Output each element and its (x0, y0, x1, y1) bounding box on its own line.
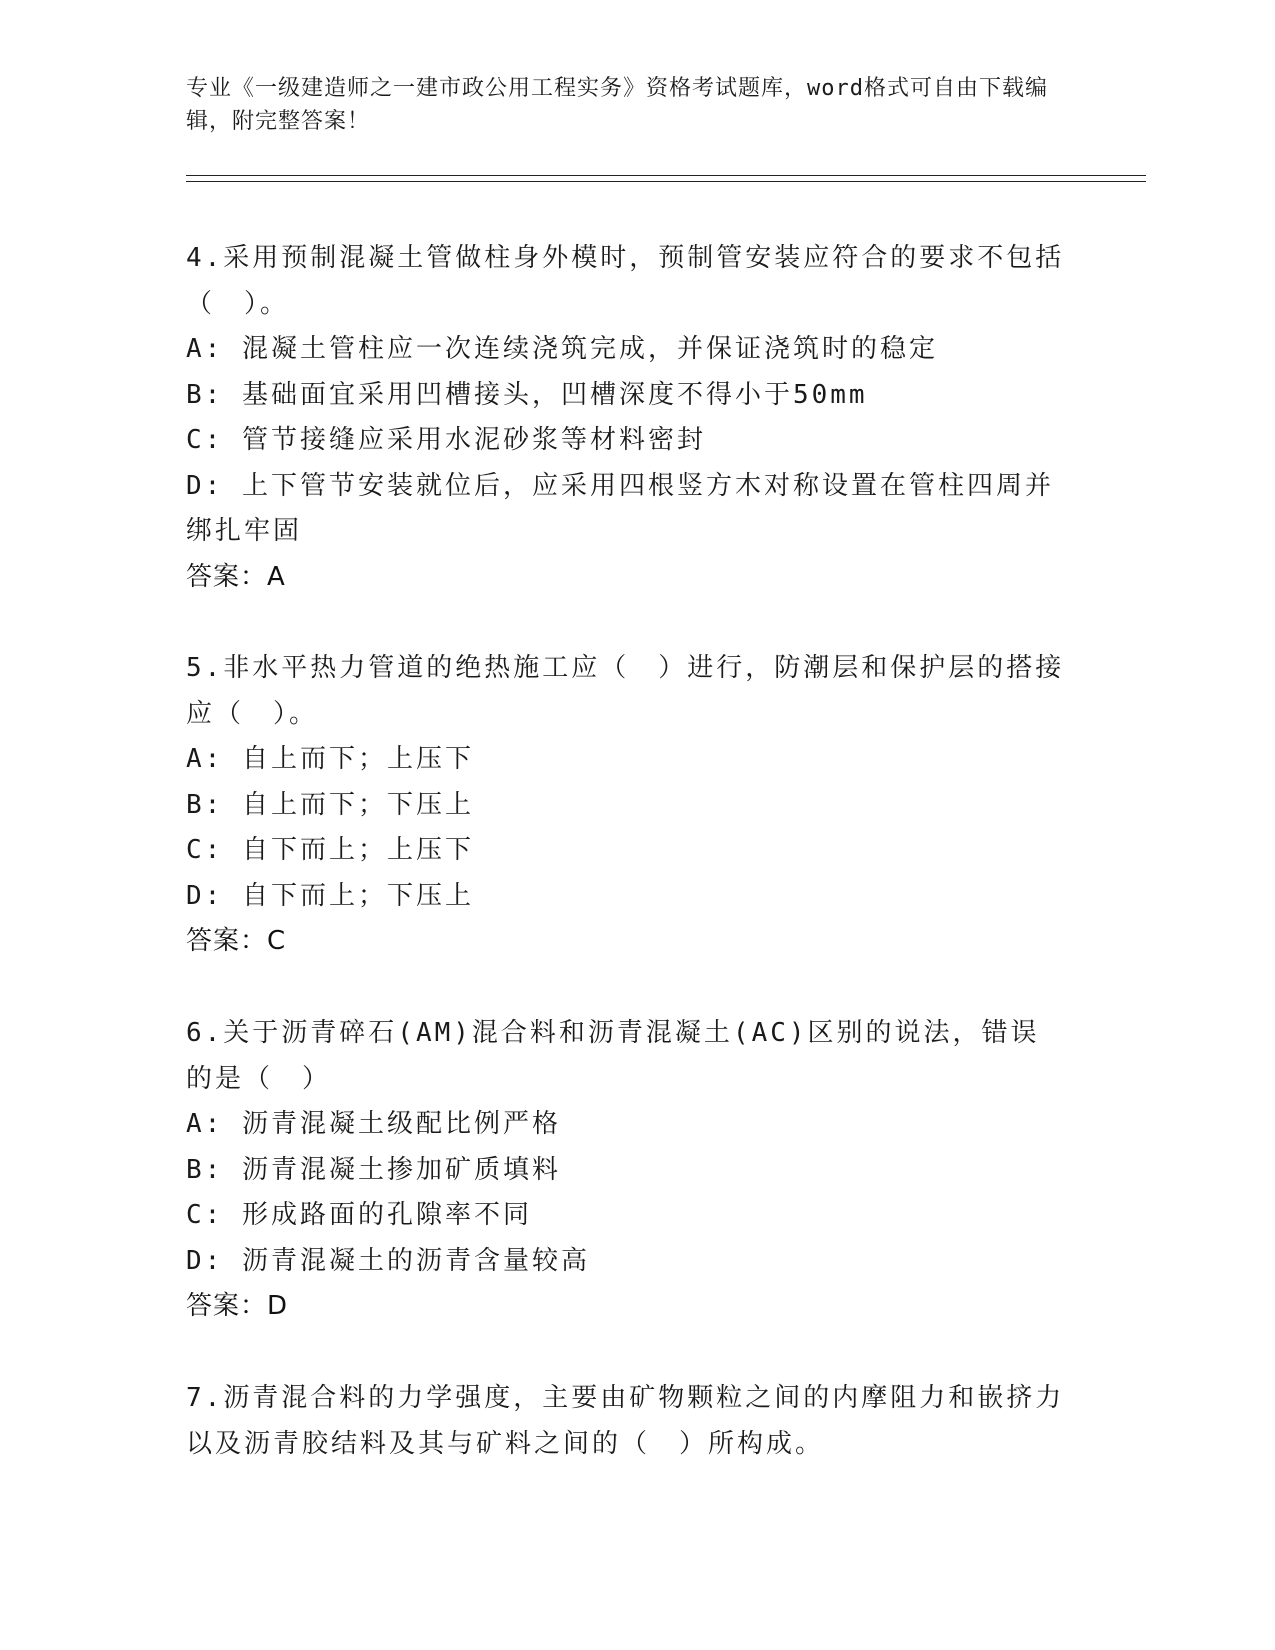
question-4 (186, 235, 1066, 600)
document-header: 专业《一级建造师之一建市政公用工程实务》资格考试题库，word格式可自由下载编辑，附完整答案！ (186, 76, 1048, 134)
answer-label: 答案：D (186, 1291, 289, 1321)
option-d: D: 上下管节安装就位后，应采用四根竖方木对称设置在管柱四周并绑扎牢固 (186, 470, 1054, 546)
question-stem: 6.关于沥青碎石(AM)混合料和沥青混凝土(AC)区别的说法，错误的是（ ） (186, 1018, 1040, 1094)
option-c: C: 自下而上；上压下 (186, 835, 474, 865)
option-b: B: 基础面宜采用凹槽接头，凹槽深度不得小于50mm (186, 379, 868, 410)
option-a: A: 沥青混凝土级配比例严格 (186, 1109, 561, 1139)
option-c: C: 形成路面的孔隙率不同 (186, 1200, 532, 1230)
question-5 (186, 645, 1066, 964)
header-divider-top (186, 175, 1146, 176)
question-7 (186, 1375, 1066, 1467)
option-a: A: 自上而下；上压下 (186, 744, 474, 774)
option-a: A: 混凝土管柱应一次连续浇筑完成，并保证浇筑时的稳定 (186, 334, 938, 364)
question-stem: 7.沥青混合料的力学强度，主要由矿物颗粒之间的内摩阻力和嵌挤力以及沥青胶结料及其与矿料之间的（ ）所构成。 (186, 1383, 1065, 1459)
question-stem: 5.非水平热力管道的绝热施工应（ ）进行，防潮层和保护层的搭接应（ ）。 (186, 653, 1065, 729)
option-c: C: 管节接缝应采用水泥砂浆等材料密封 (186, 425, 706, 455)
question-6 (186, 1010, 1066, 1329)
answer-label: 答案：C (186, 926, 287, 956)
header-divider-bottom (186, 181, 1146, 182)
answer-label: 答案：A (186, 561, 286, 592)
option-b: B: 沥青混凝土掺加矿质填料 (186, 1154, 561, 1185)
option-d: D: 自下而上；下压上 (186, 880, 474, 911)
option-d: D: 沥青混凝土的沥青含量较高 (186, 1245, 590, 1276)
question-stem: 4.采用预制混凝土管做柱身外模时，预制管安装应符合的要求不包括（ ）。 (186, 243, 1065, 319)
option-b: B: 自上而下；下压上 (186, 789, 474, 820)
